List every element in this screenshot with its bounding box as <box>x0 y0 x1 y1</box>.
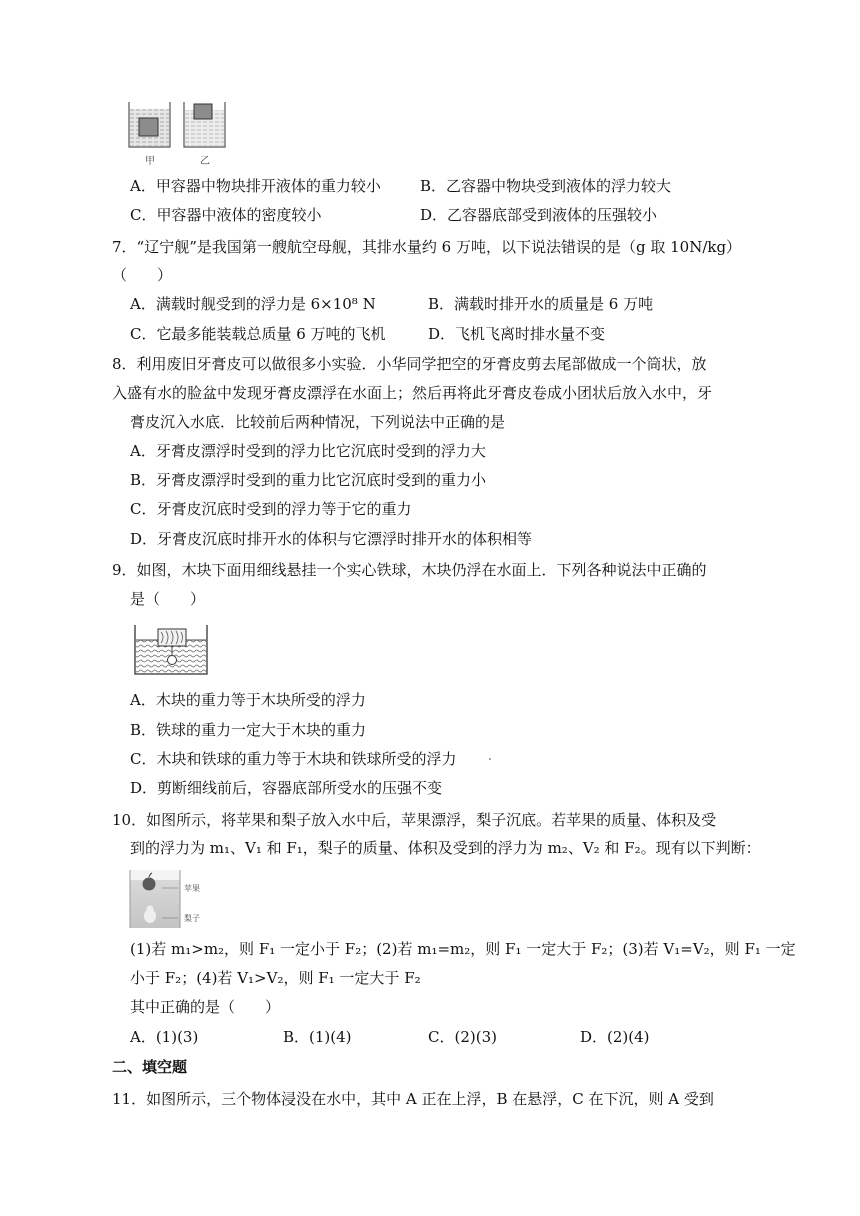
q8-option-d: D．牙膏皮沉底时排开水的体积与它漂浮时排开水的体积相等 <box>130 530 533 548</box>
q6-option-b: B．乙容器中物块受到液体的浮力较大 <box>420 177 672 195</box>
q11-stem-line1: 11．如图所示，三个物体浸没在水中，其中 A 正在上浮，B 在悬浮，C 在下沉，则 A 受到 <box>112 1090 714 1108</box>
q9-option-b: B．铁球的重力一定大于木块的重力 <box>130 721 367 739</box>
water <box>130 880 180 928</box>
q7-stem: 7．“辽宁舰”是我国第一艘航空母舰，其排水量约 6 万吨，以下说法错误的是（g 取 10N/kg） <box>112 238 742 256</box>
container-a-label: 甲 <box>145 156 155 167</box>
pear-label: 梨子 <box>184 914 200 923</box>
q7-option-b: B．满载时排开水的质量是 6 万吨 <box>428 295 654 313</box>
apple-label: 苹果 <box>184 884 200 893</box>
q10-option-d: D．(2)(4) <box>580 1028 650 1046</box>
stray-dot <box>489 758 491 760</box>
block-b <box>194 104 212 119</box>
container-a <box>129 102 170 147</box>
q8-stem-line1: 8．利用废旧牙膏皮可以做很多小实验．小华同学把空的牙膏皮剪去尾部做成一个筒状，放 <box>112 355 707 373</box>
q10-ask: 其中正确的是（ ） <box>130 998 281 1016</box>
q10-option-c: C．(2)(3) <box>428 1028 497 1046</box>
q9-option-d: D．剪断细线前后，容器底部所受水的压强不变 <box>130 779 443 797</box>
q8-option-b: B．牙膏皮漂浮时受到的重力比它沉底时受到的重力小 <box>130 471 487 489</box>
q9-stem-line1: 9．如图，木块下面用细线悬挂一个实心铁球，木块仍浮在水面上．下列各种说法中正确的 <box>112 561 707 579</box>
iron-ball <box>168 656 177 665</box>
wood-iron-figure <box>132 623 212 679</box>
q8-option-a: A．牙膏皮漂浮时受到的浮力比它沉底时受到的浮力大 <box>130 442 486 460</box>
q6-option-a: A．甲容器中物块排开液体的重力较小 <box>130 177 381 195</box>
q9-stem-line2: 是（ ） <box>130 590 206 608</box>
q10-stem-line1: 10．如图所示，将苹果和梨子放入水中后，苹果漂浮，梨子沉底。若苹果的质量、体积及受 <box>112 811 717 829</box>
q10-option-b: B．(1)(4) <box>283 1028 352 1046</box>
q8-stem-line3: 膏皮沉入水底．比较前后两种情况，下列说法中正确的是 <box>130 413 506 431</box>
q8-stem-line2: 入盛有水的脸盆中发现牙膏皮漂浮在水面上；然后再将此牙膏皮卷成小团状后放入水中，牙 <box>112 384 713 402</box>
q7-option-a: A．满载时舰受到的浮力是 6×10⁸ N <box>130 295 376 313</box>
q7-option-c: C．它最多能装载总质量 6 万吨的飞机 <box>130 325 386 343</box>
q9-option-c: C．木块和铁球的重力等于木块和铁球所受的浮力 <box>130 750 457 768</box>
q8-option-c: C．牙膏皮沉底时受到的浮力等于它的重力 <box>130 500 412 518</box>
q6-option-d: D．乙容器底部受到液体的压强较小 <box>420 206 658 224</box>
container-b <box>184 102 225 147</box>
q10-judge-line2: 小于 F₂；(4)若 V₁>V₂，则 F₁ 一定大于 F₂ <box>130 969 421 987</box>
q10-judge-line1: (1)若 m₁>m₂，则 F₁ 一定小于 F₂；(2)若 m₁=m₂，则 F₁ 一定大于 F₂；(3)若 V₁=V₂，则 F₁ 一定 <box>130 940 796 958</box>
q6-option-c: C．甲容器中液体的密度较小 <box>130 206 322 224</box>
q7-option-d: D．飞机飞离时排水量不变 <box>428 325 606 343</box>
section-title-fill-in: 二、填空题 <box>112 1058 188 1076</box>
block-a <box>139 118 158 136</box>
containers-figure <box>124 100 234 170</box>
container-b-label: 乙 <box>200 156 210 167</box>
q10-option-a: A．(1)(3) <box>130 1028 199 1046</box>
wood-block <box>158 629 186 646</box>
q10-stem-line2: 到的浮力为 m₁、V₁ 和 F₁，梨子的质量、体积及受到的浮力为 m₂、V₂ 和 F₂。现有以下判断： <box>130 839 761 857</box>
q7-stem-blank: （ ） <box>112 266 173 284</box>
q9-option-a: A．木块的重力等于木块所受的浮力 <box>130 691 366 709</box>
apple-pear-figure <box>128 868 220 930</box>
